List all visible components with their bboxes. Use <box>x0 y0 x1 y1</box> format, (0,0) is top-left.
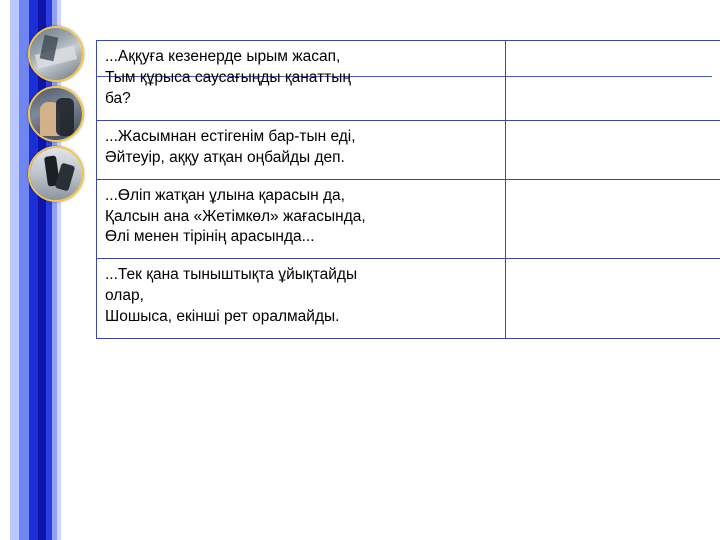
text-line: ...Өліп жатқан ұлына қарасын да, <box>105 186 345 204</box>
photo-bullet-1-icon <box>28 26 84 82</box>
lyrics-table-wrapper <box>96 40 712 339</box>
photo-bullet-2-icon <box>28 86 84 142</box>
text-line: ...Тек қана тыныштықта ұйықтайды <box>105 266 358 284</box>
table-row <box>97 41 720 121</box>
table-cell-text <box>97 41 506 121</box>
table-cell-note <box>506 179 720 259</box>
table-cell-note <box>506 120 720 179</box>
photo-bullet-2-shape-b <box>56 98 74 136</box>
text-line: Шошыса, екінші рет оралмайды. <box>105 308 340 326</box>
table-cell-text <box>97 179 506 259</box>
decor-bar-2 <box>10 0 19 540</box>
table-cell-text <box>97 259 506 339</box>
table-cell-text <box>97 120 506 179</box>
table-row <box>97 259 720 339</box>
text-line: олар, <box>105 287 144 305</box>
decor-bar-4 <box>29 0 38 540</box>
photo-bullet-3-image <box>30 148 82 200</box>
photo-bullet-2-image <box>30 88 82 140</box>
photo-bullet-3-shape-b <box>55 163 76 192</box>
decor-bar-5 <box>38 0 46 540</box>
lyrics-table <box>96 40 720 339</box>
table-row <box>97 120 720 179</box>
text-line: ...Аққуға кезенерде ырым жасап, <box>105 48 341 65</box>
text-line: Тым құрыса саусағыңды қанаттың <box>105 68 351 86</box>
text-line: ба? <box>105 89 131 107</box>
photo-bullet-1-image <box>30 28 82 80</box>
table-cell-note <box>506 41 720 121</box>
table-cell-note <box>506 259 720 339</box>
table-row <box>97 179 720 259</box>
decor-bar-3 <box>19 0 29 540</box>
photo-bullet-3-icon <box>28 146 84 202</box>
text-line: ...Жасымнан естігенім бар-тын еді, <box>105 127 356 145</box>
text-line: Өлі менен тірінің арасында... <box>105 228 315 246</box>
decor-bar-9 <box>61 0 96 540</box>
text-line: Қалсын ана «Жетімкөл» жағасында, <box>105 207 366 225</box>
text-line: Әйтеуір, аққу атқан оңбайды деп. <box>105 148 345 166</box>
decor-bar-1 <box>0 0 10 540</box>
